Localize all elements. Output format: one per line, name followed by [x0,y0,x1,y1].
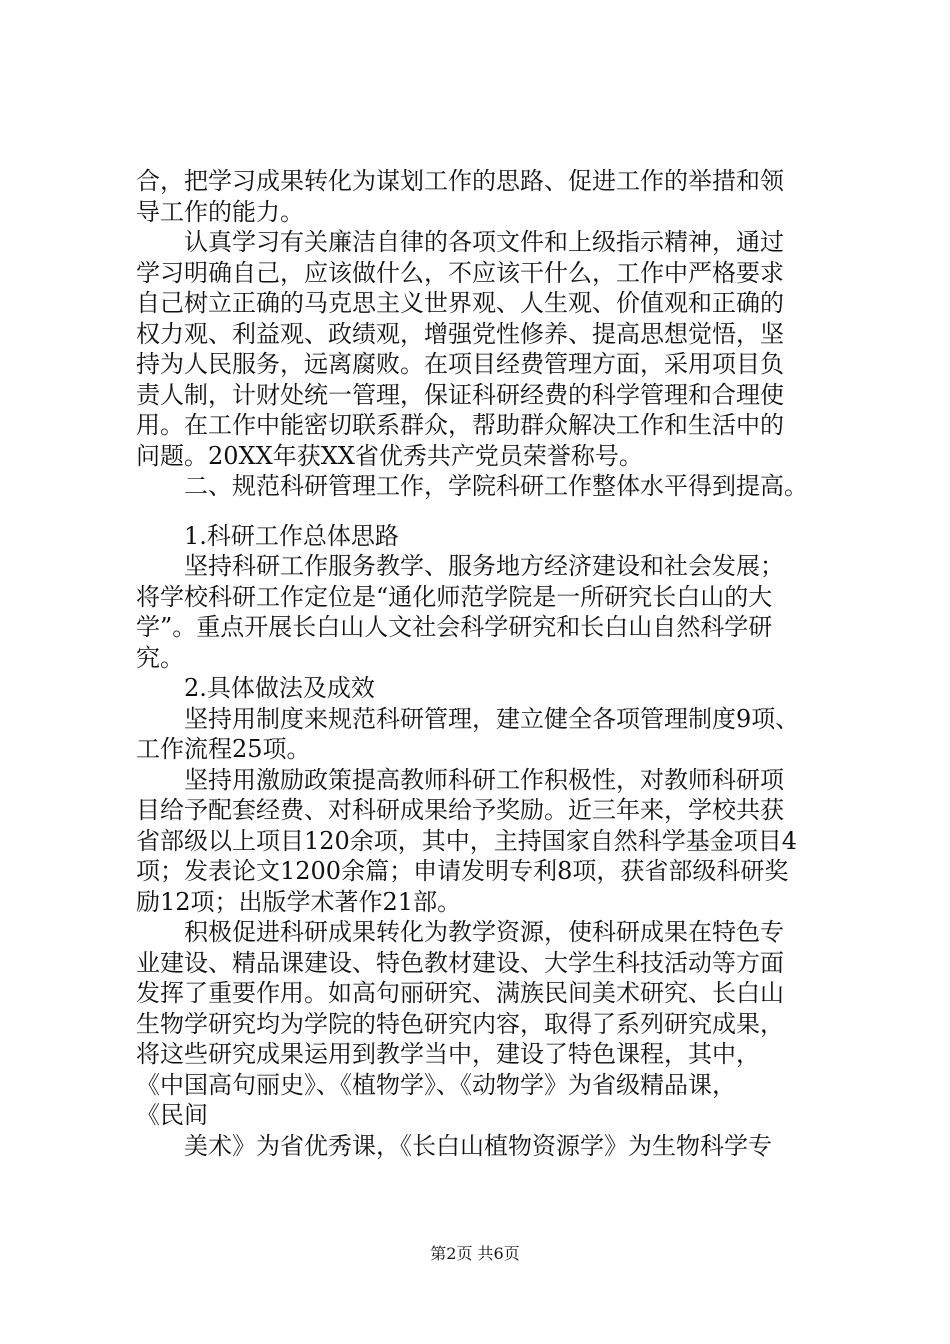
text-line: 将这些研究成果运用到教学当中，建设了特色课程，其中， [136,1040,760,1068]
text-line: 坚持用激励政策提高教师科研工作积极性，对教师科研项 [136,765,784,794]
text-line: 项；发表论文1200余篇；申请发明专利8项，获省部级科研奖 [136,857,789,885]
text-line: 省部级以上项目120余项，其中，主持国家自然科学基金项目4 [136,826,798,855]
text-line: 究。 [136,643,184,672]
text-line: 《民间 [136,1101,208,1129]
text-line: 自己树立正确的马克思主义世界观、人生观、价值观和正确的 [136,289,784,317]
text-line: 生物学研究均为学院的特色研究内容，取得了系列研究成果， [136,1009,784,1038]
text-line: 坚持科研工作服务教学、服务地方经济建设和社会发展； [136,552,784,580]
text-line: 权力观、利益观、政绩观，增强党性修养、提高思想觉悟，坚 [136,319,784,348]
text-line: 发挥了重要作用。如高句丽研究、满族民间美术研究、长白山 [136,979,784,1007]
text-line: 励12项；出版学术著作21部。 [136,887,462,916]
text-line: 工作流程25项。 [136,735,311,763]
text-line: 导工作的能力。 [136,197,304,226]
section-heading: 二、规范科研管理工作，学院科研工作整体水平得到提高。 [136,472,808,500]
blank-line [136,502,836,521]
subsection-heading: 1.科研工作总体思路 [136,521,399,550]
text-line: 目给予配套经费、对科研成果给予奖励。近三年来，学校共获 [136,796,784,824]
subsection-heading: 2.具体做法及成效 [136,674,375,702]
text-line: 《中国高句丽史》、《植物学》、《动物学》为省级精品课， [136,1070,736,1099]
text-line: 责人制，计财处统一管理，保证科研经费的科学管理和合理使 [136,380,784,409]
text-line: 学习明确自己，应该做什么，不应该干什么，工作中严格要求 [136,258,784,287]
text-line: 问题。20XX年获XX省优秀共产党员荣誉称号。 [136,441,643,470]
text-line: 持为人民服务，远离腐败。在项目经费管理方面，采用项目负 [136,350,784,378]
page-footer: 第2页 共6页 [430,1244,520,1263]
text-line: 用。在工作中能密切联系群众，帮助群众解决工作和生活中的 [136,411,784,439]
text-line: 学”。重点开展长白山人文社会科学研究和长白山自然科学研 [136,613,773,641]
text-line: 坚持用制度来规范科研管理，建立健全各项管理制度9项、 [136,704,800,733]
text-line: 积极促进科研成果转化为教学资源，使科研成果在特色专 [136,918,784,946]
text-line: 将学校科研工作定位是“通化师范学院是一所研究长白山的大 [136,582,773,611]
text-line: 业建设、精品课建设、特色教材建设、大学生科技活动等方面 [136,948,784,977]
text-line: 认真学习有关廉洁自律的各项文件和上级指示精神，通过 [136,228,784,256]
text-line: 美术》为省优秀课，《长白山植物资源学》为生物科学专 [136,1131,772,1160]
document-body [136,166,836,1161]
text-line: 合，把学习成果转化为谋划工作的思路、促进工作的举措和领 [136,167,784,195]
